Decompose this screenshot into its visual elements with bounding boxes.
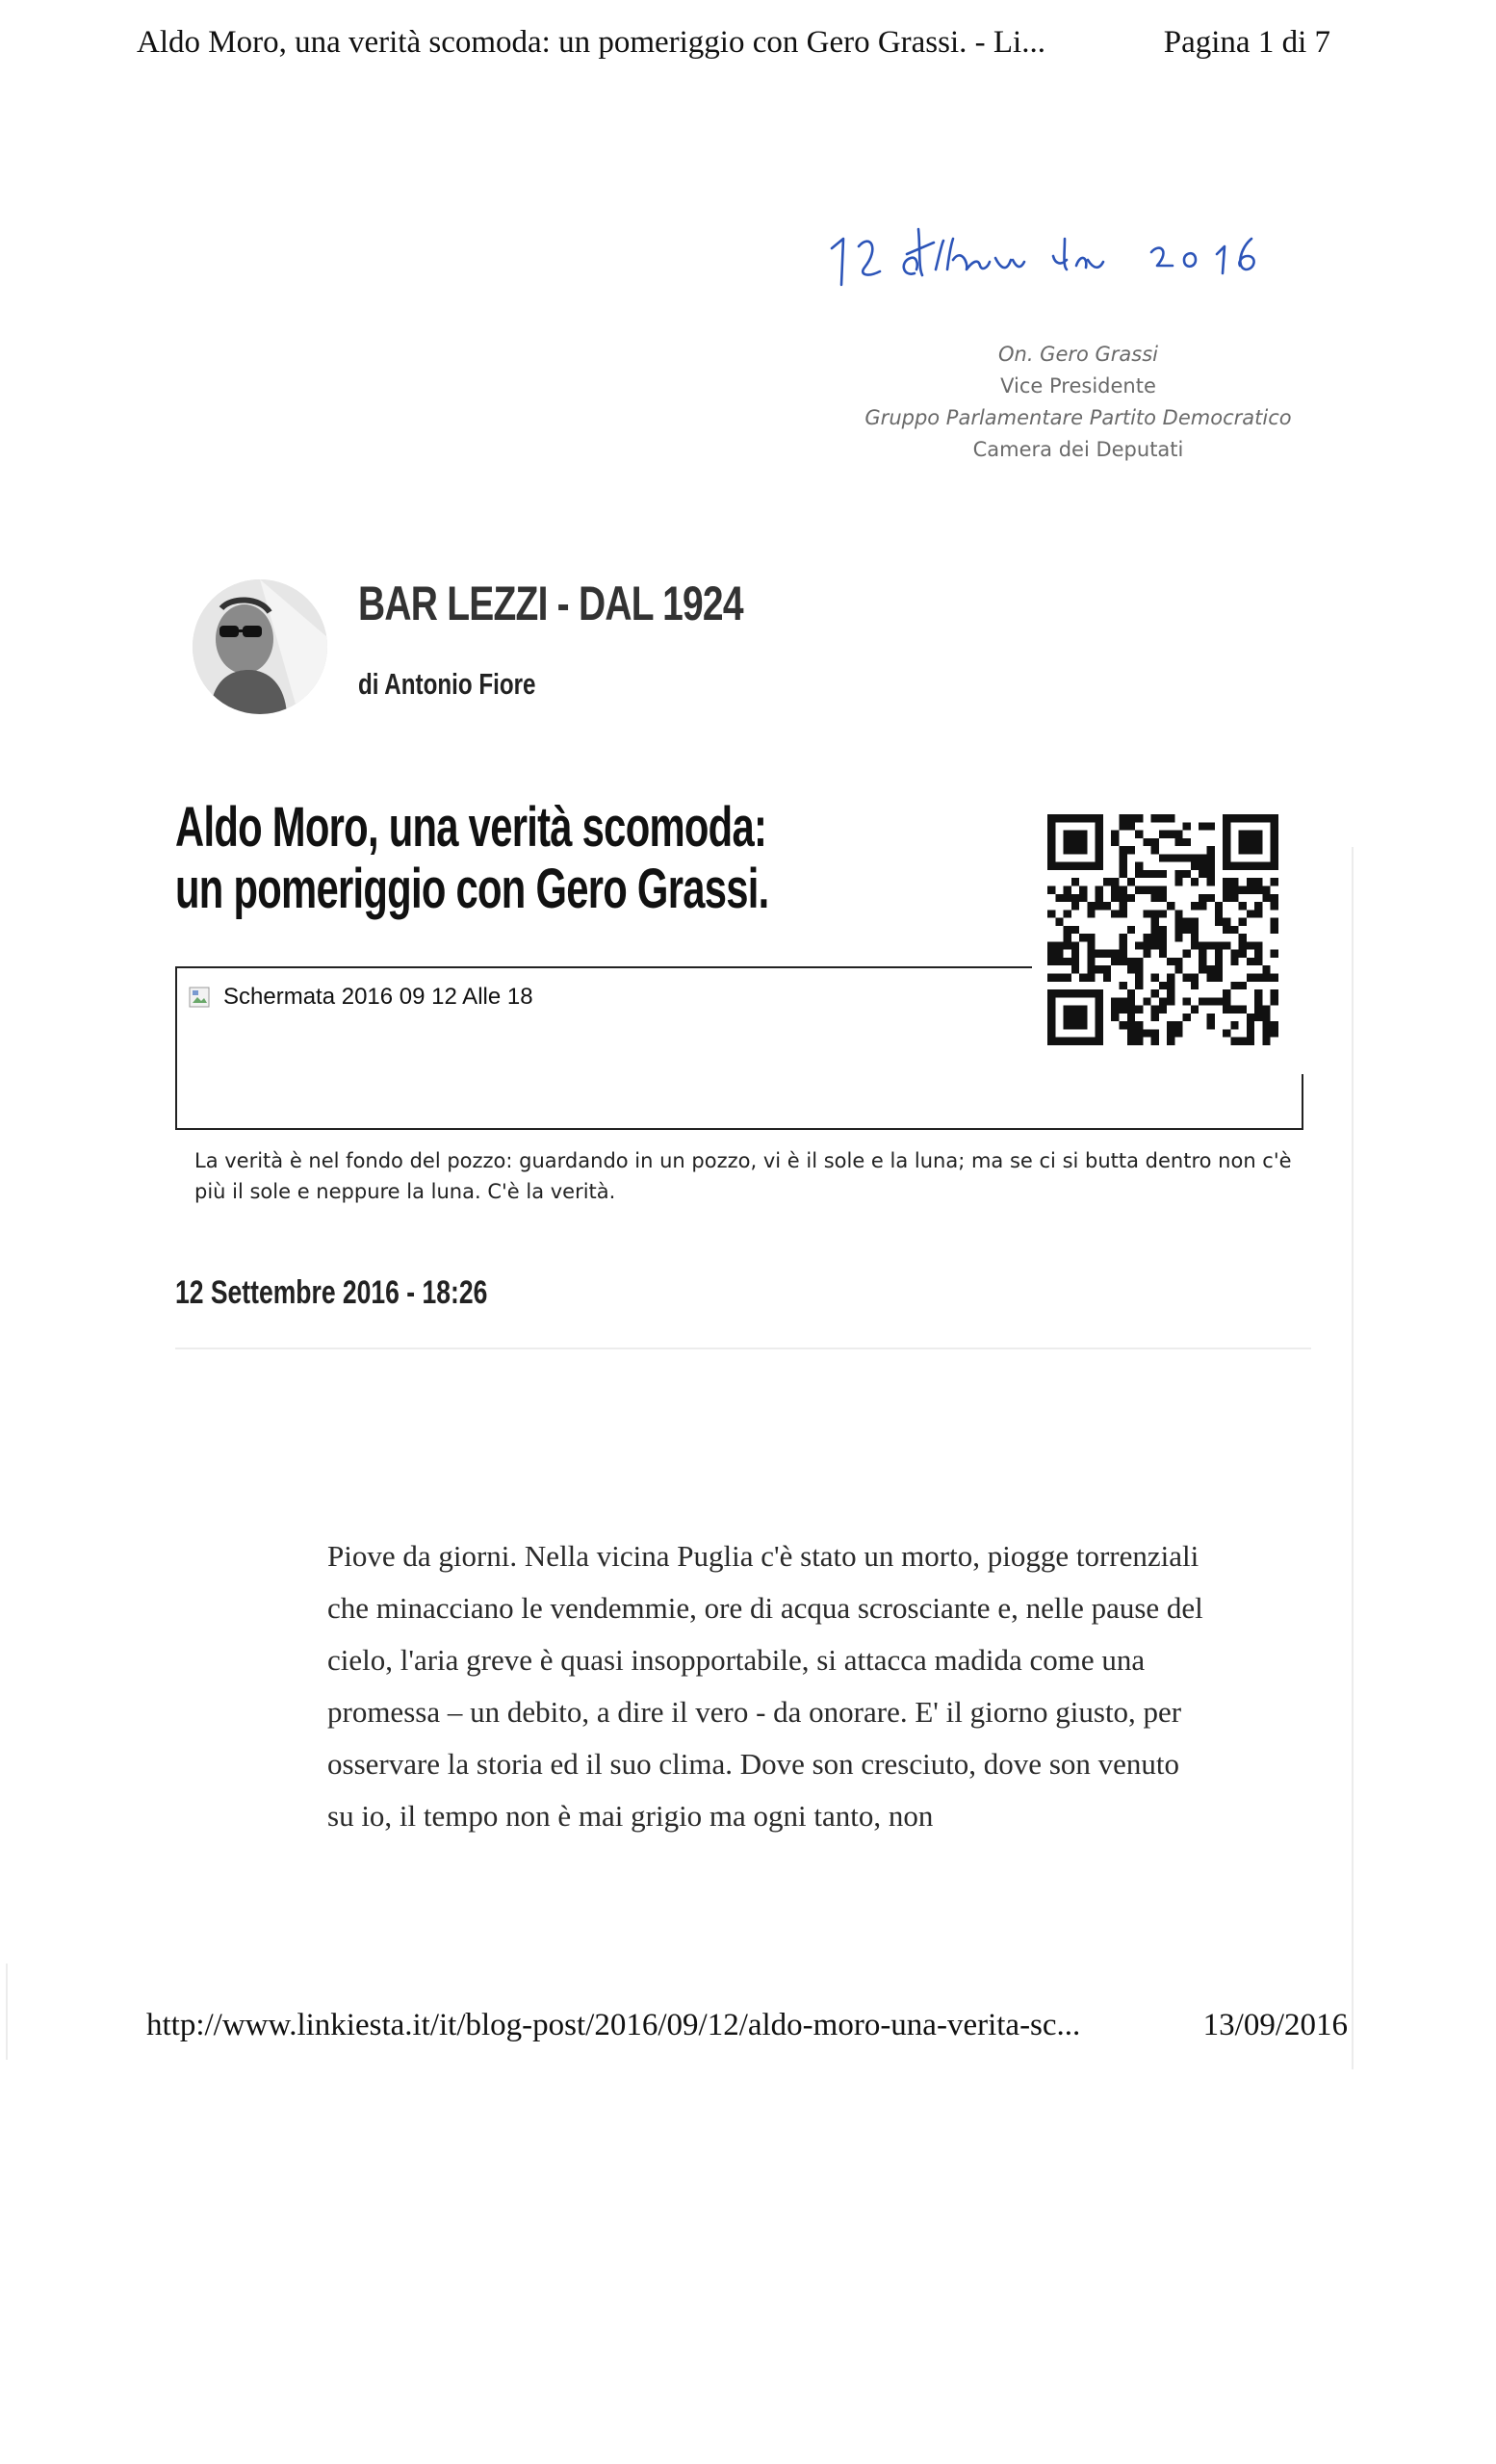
handwritten-date-annotation bbox=[826, 210, 1327, 287]
publication-date: 12 Settembre 2016 - 18:26 bbox=[175, 1274, 488, 1311]
author-avatar[interactable] bbox=[193, 579, 327, 714]
image-alt-text: Schermata 2016 09 12 Alle 18 bbox=[223, 984, 533, 1010]
stamp-role: Vice Presidente bbox=[1000, 374, 1156, 398]
blog-author[interactable]: di Antonio Fiore bbox=[358, 667, 536, 701]
broken-image-placeholder bbox=[189, 984, 533, 1011]
frame-right bbox=[1302, 1074, 1303, 1130]
print-header-title: Aldo Moro, una verità scomoda: un pomeriggio con Gero Grassi. - Li... bbox=[137, 25, 1045, 60]
stamp-name: On. Gero Grassi bbox=[997, 343, 1159, 366]
blog-title[interactable]: BAR LEZZI - DAL 1924 bbox=[358, 577, 743, 630]
avatar-icon bbox=[193, 579, 327, 714]
broken-image-icon bbox=[189, 987, 210, 1008]
print-footer-url: http://www.linkiesta.it/it/blog-post/2016/09/12/aldo-moro-una-verita-sc... bbox=[146, 2008, 1081, 2042]
frame-left bbox=[175, 966, 177, 1130]
handwriting-graphic bbox=[826, 210, 1327, 287]
article-body bbox=[327, 1530, 1213, 1842]
body-paragraph: Piove da giorni. Nella vicina Puglia c'è stato un morto, piogge torrenziali che minacciano le vendemmie, ore di acqua scrosciante e, nelle pause del cielo, l'aria greve è quasi insopportabile, si attacca madida come una promessa – un debito, a dire il vero - da onorare. E' il giorno giusto, per osservare la storia ed il suo clima. Dove son cresciuto, dove son venuto su io, il tempo non è mai grigio ma ogni tanto, non bbox=[327, 1539, 1203, 1833]
article-lead: La verità è nel fondo del pozzo: guardando in un pozzo, vi è il sole e la luna; ma se ci si butta dentro non c'è più il sole e neppure la luna. C'è la verità. bbox=[194, 1149, 1292, 1203]
print-header-page: Pagina 1 di 7 bbox=[1163, 25, 1330, 60]
print-header bbox=[137, 25, 1330, 61]
print-footer-date: 13/09/2016 bbox=[1202, 2008, 1348, 2042]
article-title: Aldo Moro, una verità scomoda: un pomeriggio con Gero Grassi. bbox=[175, 796, 769, 920]
frame-bottom bbox=[175, 1128, 1303, 1130]
stamp-group: Gruppo Parlamentare Partito Democratico bbox=[864, 406, 1292, 429]
scan-margin-line bbox=[6, 1964, 8, 2060]
official-stamp bbox=[847, 339, 1309, 466]
page-edge-line bbox=[1352, 847, 1354, 2069]
stamp-chamber: Camera dei Deputati bbox=[972, 438, 1184, 461]
print-footer bbox=[146, 2008, 1348, 2043]
section-divider bbox=[175, 1348, 1311, 1349]
frame-top bbox=[175, 966, 1032, 968]
